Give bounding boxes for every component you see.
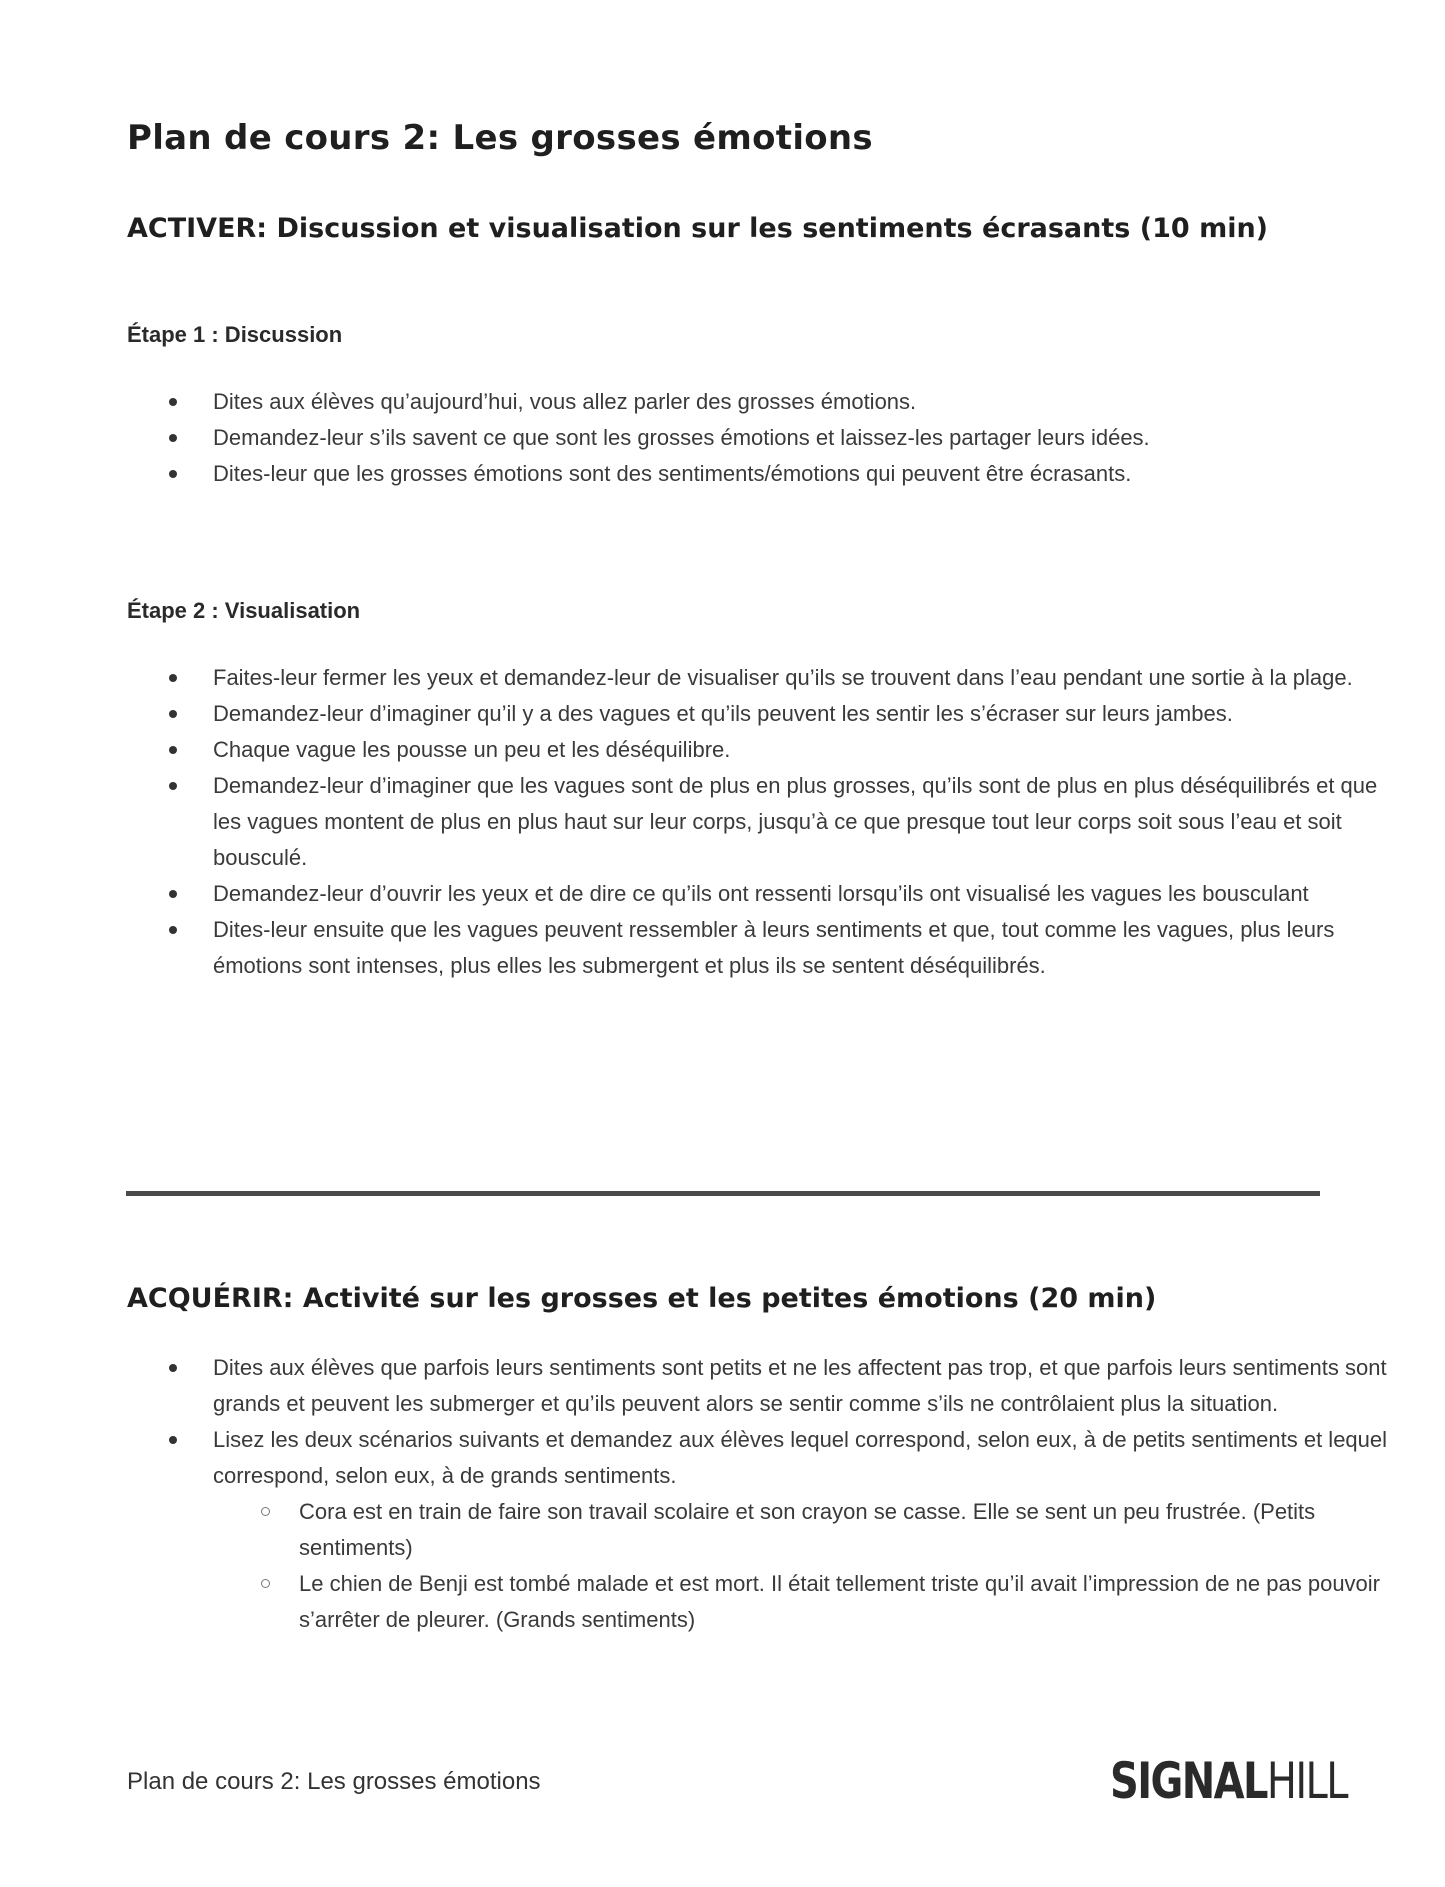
activate-heading: ACTIVER: Discussion et visualisation sur les sentiments écrasants (10 min) bbox=[127, 213, 1269, 244]
acquire-heading: ACQUÉRIR: Activité sur les grosses et les petites émotions (20 min) bbox=[127, 1283, 1157, 1314]
list-item: Demandez-leur d’imaginer que les vagues sont de plus en plus grosses, qu’ils sont de plus en plus déséquilibrés et que les vagues montent de plus en plus haut sur leur corps, jusqu’à ce que presque tout leur corps soit sous l’eau et soit bousculé. bbox=[213, 768, 1403, 876]
step1-heading: Étape 1 : Discussion bbox=[127, 322, 343, 347]
list-item: Demandez-leur d’imaginer qu’il y a des vagues et qu’ils peuvent les sentir les s’écraser sur leurs jambes. bbox=[213, 696, 1403, 732]
list-item: Dites aux élèves qu’aujourd’hui, vous allez parler des grosses émotions. bbox=[213, 384, 1403, 420]
list-item: Demandez-leur s’ils savent ce que sont les grosses émotions et laissez-les partager leurs idées. bbox=[213, 420, 1403, 456]
scenario-item: Cora est en train de faire son travail scolaire et son crayon se casse. Elle se sent un peu frustrée. (Petits sentiments) bbox=[299, 1494, 1403, 1566]
section-divider bbox=[126, 1191, 1320, 1196]
list-item: Chaque vague les pousse un peu et les déséquilibre. bbox=[213, 732, 1403, 768]
signalhill-logo bbox=[1110, 1752, 1347, 1810]
step2-heading: Étape 2 : Visualisation bbox=[127, 598, 361, 623]
list-item: Dites-leur ensuite que les vagues peuvent ressembler à leurs sentiments et que, tout comme les vagues, plus leurs émotions sont intenses, plus elles les submergent et plus ils se sentent déséquilibrés. bbox=[213, 912, 1403, 984]
step2-list bbox=[127, 660, 1403, 984]
scenario-list bbox=[213, 1494, 1403, 1638]
scenario-item: Le chien de Benji est tombé malade et est mort. Il était tellement triste qu’il avait l’impression de ne pas pouvoir s’arrêter de pleurer. (Grands sentiments) bbox=[299, 1566, 1403, 1638]
list-item: Faites-leur fermer les yeux et demandez-leur de visualiser qu’ils se trouvent dans l’eau pendant une sortie à la plage. bbox=[213, 660, 1403, 696]
list-item bbox=[213, 1422, 1403, 1638]
list-item: Demandez-leur d’ouvrir les yeux et de dire ce qu’ils ont ressenti lorsqu’ils ont visualisé les vagues les bousculant bbox=[213, 876, 1403, 912]
footer-text: Plan de cours 2: Les grosses émotions bbox=[127, 1768, 541, 1795]
step1-list bbox=[127, 384, 1403, 492]
logo-light-text: HILL bbox=[1266, 1752, 1347, 1810]
list-item: Dites aux élèves que parfois leurs sentiments sont petits et ne les affectent pas trop, et que parfois leurs sentiments sont grands et peuvent les submerger et qu’ils peuvent alors se sentir comme s’ils ne contrôlaient plus la situation. bbox=[213, 1350, 1403, 1422]
acquire-list bbox=[127, 1350, 1403, 1638]
page-title: Plan de cours 2: Les grosses émotions bbox=[127, 118, 873, 158]
logo-bold-text: SIGNAL bbox=[1110, 1752, 1267, 1810]
list-item: Dites-leur que les grosses émotions sont des sentiments/émotions qui peuvent être écrasants. bbox=[213, 456, 1403, 492]
list-item-text: Lisez les deux scénarios suivants et demandez aux élèves lequel correspond, selon eux, à de petits sentiments et lequel correspond, selon eux, à de grands sentiments. bbox=[213, 1427, 1388, 1488]
